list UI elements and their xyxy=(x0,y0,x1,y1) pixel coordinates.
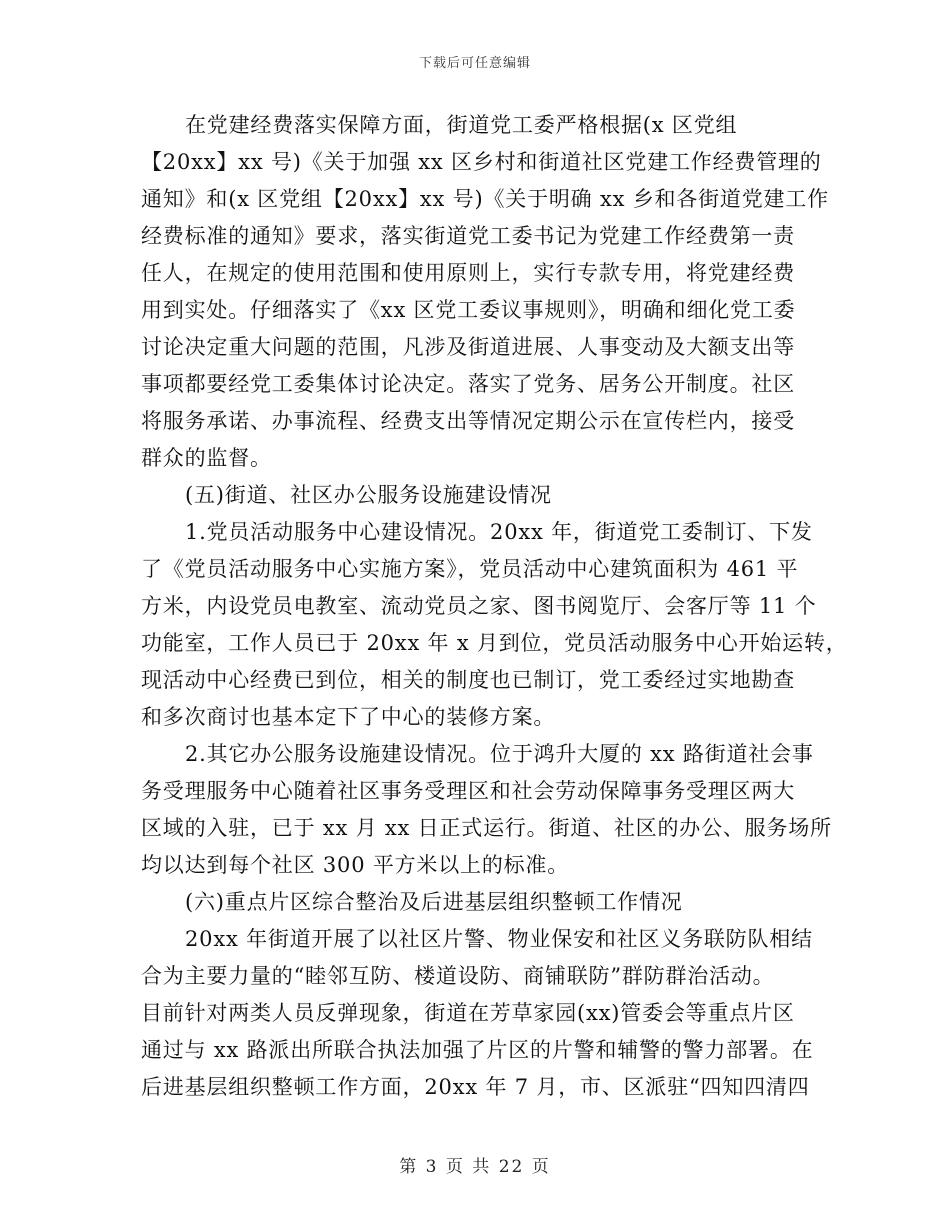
paragraph-line: 1.党员活动服务中心建设情况。20xx 年，街道党工委制订、下发 xyxy=(185,520,813,544)
paragraph-line: 讨论决定重大问题的范围，凡涉及街道进展、人事变动及大额支出等 xyxy=(141,335,795,359)
paragraph-line: 2.其它办公服务设施建设情况。位于鸿升大厦的 xx 路街道社会事 xyxy=(185,742,814,766)
paragraph-line: 将服务承诺、办事流程、经费支出等情况定期公示在宣传栏内，接受 xyxy=(141,409,795,433)
paragraph-line: 区域的入驻，已于 xx 月 xx 日正式运行。街道、社区的办公、服务场所 xyxy=(141,816,832,840)
paragraph-line: 群众的监督。 xyxy=(141,446,272,470)
paragraph-line: 任人，在规定的使用范围和使用原则上，实行专款专用，将党建经费 xyxy=(141,261,795,285)
paragraph-line: 均以达到每个社区 300 平方米以上的标准。 xyxy=(141,853,570,877)
page-header: 下载后可任意编辑 xyxy=(418,56,531,71)
paragraph-line: 方米，内设党员电教室、流动党员之家、图书阅览厅、会客厅等 11 个 xyxy=(141,594,817,618)
paragraph-line: 【20xx】xx 号)《关于加强 xx 区乡村和街道社区党建工作经费管理的 xyxy=(141,150,822,174)
paragraph-line: 经费标准的通知》要求，落实街道党工委书记为党建工作经费第一责 xyxy=(141,224,795,248)
paragraph-line: 后进基层组织整顿工作方面，20xx 年 7 月，市、区派驻“四知四清四 xyxy=(141,1075,810,1099)
document-body xyxy=(141,107,848,1106)
paragraph-line: 通知》和(x 区党组【20xx】xx 号)《关于明确 xx 乡和各街道党建工作 xyxy=(141,187,829,211)
paragraph-line: 和多次商讨也基本定下了中心的装修方案。 xyxy=(141,705,556,729)
section-heading: (六)重点片区综合整治及后进基层组织整顿工作情况 xyxy=(185,890,683,914)
page-number-footer: 第 3 页 共 22 页 xyxy=(399,1157,551,1177)
paragraph-line: 务受理服务中心随着社区事务受理区和社会劳动保障事务受理区两大 xyxy=(141,779,795,803)
paragraph-line: 20xx 年街道开展了以社区片警、物业保安和社区义务联防队相结 xyxy=(185,927,813,951)
paragraph-line: 事项都要经党工委集体讨论决定。落实了党务、居务公开制度。社区 xyxy=(141,372,795,396)
paragraph-line: 目前针对两类人员反弹现象，街道在芳草家园(xx)管委会等重点片区 xyxy=(141,1001,795,1025)
paragraph-line: 通过与 xx 路派出所联合执法加强了片区的片警和辅警的警力部署。在 xyxy=(141,1038,814,1062)
paragraph-line: 现活动中心经费已到位，相关的制度也已制订，党工委经过实地勘查 xyxy=(141,668,795,692)
paragraph-line: 功能室，工作人员已于 20xx 年 x 月到位，党员活动服务中心开始运转， xyxy=(141,631,848,655)
section-heading: (五)街道、社区办公服务设施建设情况 xyxy=(185,483,552,507)
paragraph-line: 了《党员活动服务中心实施方案》，党员活动中心建筑面积为 461 平 xyxy=(141,557,799,581)
paragraph-line: 用到实处。仔细落实了《xx 区党工委议事规则》，明确和细化党工委 xyxy=(141,298,796,322)
paragraph-line: 合为主要力量的“睦邻互防、楼道设防、商铺联防”群防群治活动。 xyxy=(141,964,775,988)
paragraph-line: 在党建经费落实保障方面，街道党工委严格根据(x 区党组 xyxy=(185,113,738,137)
